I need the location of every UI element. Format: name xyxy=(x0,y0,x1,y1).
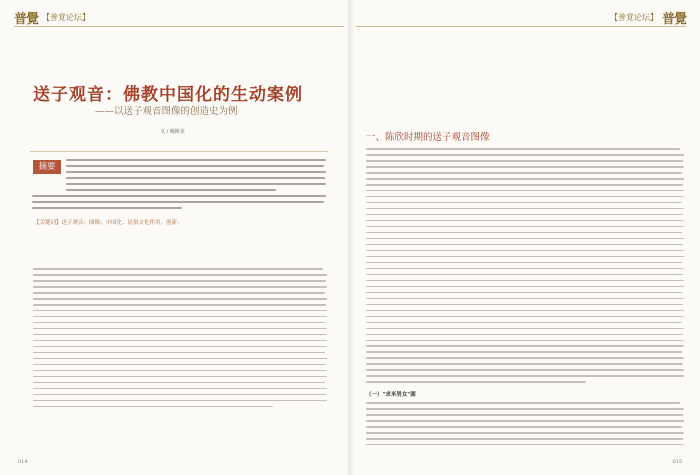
header-rule-right xyxy=(356,26,686,27)
section-heading: 一、陈欣时期的送子观音图像 xyxy=(366,132,490,143)
right-body-text-2 xyxy=(366,402,684,450)
left-body-text xyxy=(33,268,327,412)
article-subtitle: ——以送子观音图像的创造史为例 xyxy=(95,106,238,117)
abstract-block xyxy=(30,151,328,219)
header-rule xyxy=(14,26,344,27)
abstract-text-cont xyxy=(32,195,326,213)
right-page xyxy=(350,0,700,475)
author-line: 文 / 杨斯克 xyxy=(160,129,185,135)
page-number-right: 015 xyxy=(672,459,682,465)
magazine-logo: 普覺 xyxy=(14,11,39,27)
article-title: 送子观音：佛教中国化的生动案例 xyxy=(33,85,303,105)
abstract-label: 摘要 xyxy=(33,160,61,174)
magazine-logo-right: 普覺 xyxy=(661,11,686,27)
keywords-line: 【关键词】送子观音；图像；中国化；民俗文化作用；创新； xyxy=(34,220,183,226)
left-header xyxy=(14,8,90,26)
right-body-text xyxy=(366,148,684,387)
column-tag-right: 【普覚论坛】 xyxy=(609,12,658,22)
right-header xyxy=(610,8,686,26)
page-number-left: 014 xyxy=(18,459,28,465)
sub-heading: （一）"求米男女"图 xyxy=(366,392,416,398)
abstract-text xyxy=(66,159,326,195)
column-tag: 【普覚论坛】 xyxy=(42,12,91,22)
